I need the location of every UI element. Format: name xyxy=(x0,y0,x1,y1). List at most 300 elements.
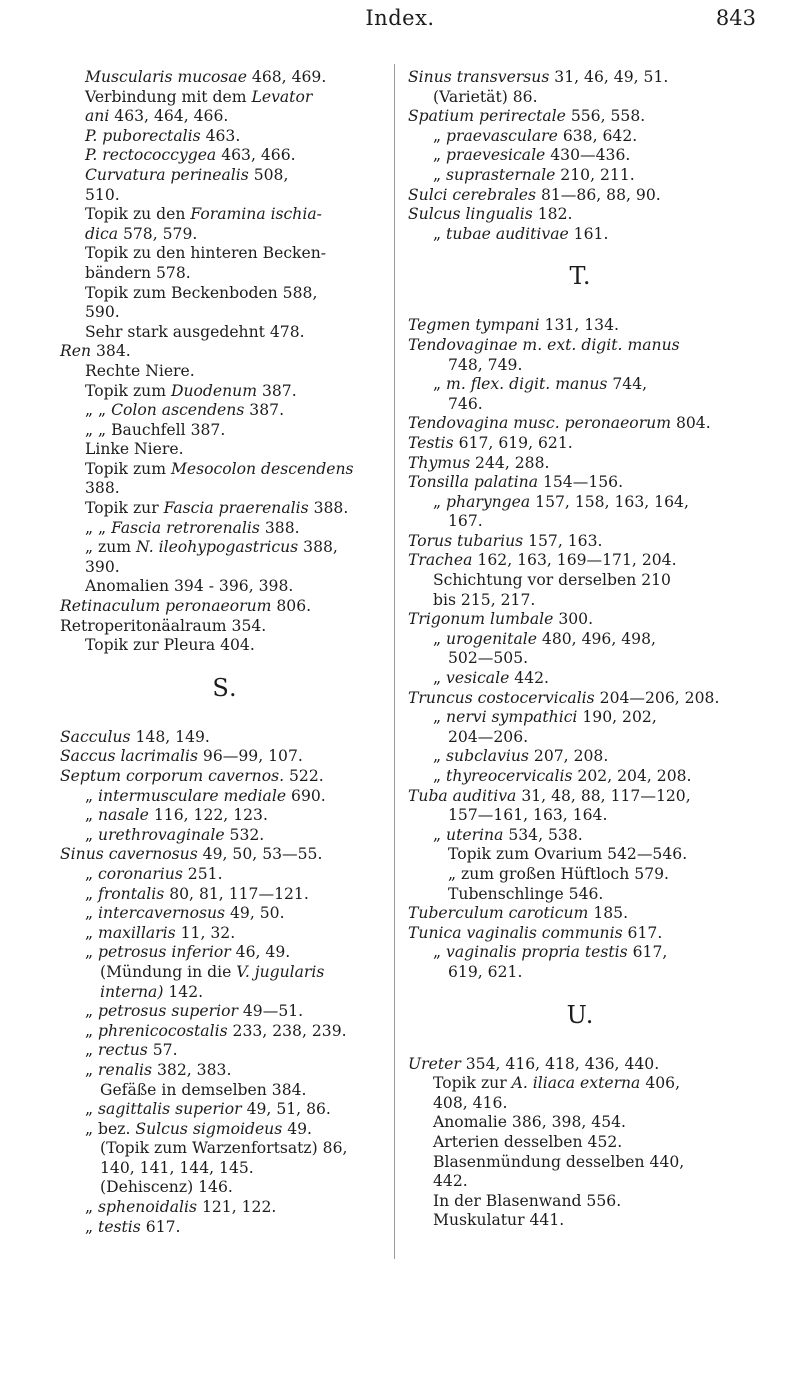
index-entry xyxy=(60,943,390,963)
index-entry xyxy=(408,473,753,493)
index-text: 11, 32. xyxy=(175,923,236,942)
index-term: renalis xyxy=(98,1060,153,1079)
index-term: petrosus superior xyxy=(98,1002,238,1021)
index-text: „ xyxy=(85,923,99,942)
index-text: 617, 619, 621. xyxy=(453,433,573,452)
index-entry xyxy=(60,460,390,480)
index-text: 142. xyxy=(163,982,204,1001)
index-entry xyxy=(60,865,390,885)
index-text: 31, 46, 49, 51. xyxy=(549,68,669,86)
index-entry xyxy=(60,1178,390,1198)
index-term: Duodenum xyxy=(170,381,257,400)
index-text: 463, 464, 466. xyxy=(109,107,229,126)
index-text: Schichtung vor derselben 210 xyxy=(433,571,671,590)
index-text: (Dehiscenz) 146. xyxy=(100,1178,233,1197)
index-entry xyxy=(408,885,753,905)
index-text: 510. xyxy=(85,185,120,204)
index-text: 384. xyxy=(91,342,131,361)
index-entry xyxy=(408,146,753,166)
index-text: Gefäße in demselben 384. xyxy=(100,1080,307,1099)
index-text: 388. xyxy=(85,479,120,498)
index-text: „ xyxy=(85,1198,99,1217)
index-entry xyxy=(408,669,753,689)
index-entry xyxy=(60,323,390,343)
index-text: 140, 141, 144, 145. xyxy=(100,1158,254,1177)
index-text: „ xyxy=(85,1060,99,1079)
index-term: Sulcus sigmoideus xyxy=(135,1119,283,1138)
index-text: 300. xyxy=(553,610,594,629)
index-term: Trigonum lumbale xyxy=(408,610,554,629)
index-entry xyxy=(408,493,753,513)
index-term: ani xyxy=(85,107,110,126)
index-text: „ xyxy=(85,1021,99,1040)
index-text: 430—436. xyxy=(545,146,631,165)
index-entry xyxy=(60,264,390,284)
index-entry xyxy=(60,1139,390,1159)
index-text: 49. xyxy=(282,1119,312,1138)
index-entry xyxy=(408,610,753,630)
column-divider xyxy=(394,64,395,1259)
index-entry xyxy=(408,127,753,147)
index-entry xyxy=(60,636,390,656)
index-term: Septum corporum cavernos. xyxy=(60,767,285,785)
index-term: Sacculus xyxy=(60,727,131,746)
index-entry xyxy=(408,689,753,709)
index-text: 522. xyxy=(284,767,324,785)
index-entry xyxy=(60,284,390,304)
index-term: Torus tubarius xyxy=(408,531,524,550)
index-term: Tegmen tympani xyxy=(408,316,540,335)
index-term: interna) xyxy=(100,982,164,1001)
index-entry xyxy=(60,303,390,323)
index-term: vaginalis propria testis xyxy=(446,943,628,962)
index-text: 468, 469. xyxy=(246,68,327,86)
index-entry xyxy=(408,414,753,434)
index-text: 233, 238, 239. xyxy=(227,1021,347,1040)
index-entry xyxy=(60,924,390,944)
index-term: Sulcus lingualis xyxy=(408,205,533,224)
index-term: Colon ascendens xyxy=(111,401,245,420)
index-term: Tonsilla palatina xyxy=(408,473,538,492)
index-term: thyreocervicalis xyxy=(446,767,573,785)
section-letter: U. xyxy=(566,1000,595,1029)
index-text: Retroperitonäalraum 354. xyxy=(60,616,267,635)
index-term: testis xyxy=(98,1217,141,1236)
index-text: bis 215, 217. xyxy=(433,590,536,609)
index-entry xyxy=(60,1061,390,1081)
index-text: „ zum großen Hüftloch 579. xyxy=(448,864,670,883)
index-term: rectus xyxy=(98,1041,148,1060)
index-text: Topik zum xyxy=(85,459,171,478)
index-entry xyxy=(60,186,390,206)
index-entry xyxy=(60,1041,390,1061)
index-term: praevesicale xyxy=(446,146,546,165)
index-text: 442. xyxy=(433,1172,468,1191)
index-term: Tuberculum caroticum xyxy=(408,904,589,923)
index-entry xyxy=(408,728,753,748)
index-entry xyxy=(408,205,753,225)
index-column-right xyxy=(408,68,753,1231)
index-entry xyxy=(60,983,390,1003)
index-text: „ xyxy=(433,825,447,844)
index-entry xyxy=(60,1120,390,1140)
index-entry xyxy=(408,865,753,885)
index-text: 390. xyxy=(85,557,120,576)
index-entry xyxy=(60,499,390,519)
index-term: uterina xyxy=(446,825,504,844)
index-term: Truncus costocervicalis xyxy=(408,688,595,707)
index-entry xyxy=(60,1100,390,1120)
index-text: 154—156. xyxy=(538,473,624,492)
index-text: Sehr stark ausgedehnt 478. xyxy=(85,322,305,341)
index-term: Muscularis mucosae xyxy=(85,68,247,86)
index-term: vesicale xyxy=(446,669,510,688)
index-entry xyxy=(408,1074,753,1094)
index-entry xyxy=(60,68,390,88)
index-text: „ xyxy=(85,806,99,825)
index-text: 49, 51, 86. xyxy=(241,1100,331,1119)
index-text: Topik zu den hinteren Becken- xyxy=(85,244,327,263)
index-text: 534, 538. xyxy=(503,825,583,844)
index-entry xyxy=(408,591,753,611)
index-text: Topik zum Beckenboden 588, xyxy=(85,283,318,302)
index-term: nasale xyxy=(98,806,149,825)
index-term: intercavernosus xyxy=(98,904,226,923)
index-text: 244, 288. xyxy=(470,453,550,472)
index-text: 251. xyxy=(182,864,223,883)
index-text: „ xyxy=(433,747,447,766)
index-text: „ xyxy=(85,786,99,805)
index-text: 148, 149. xyxy=(130,727,210,746)
index-text: Topik zur xyxy=(433,1074,512,1093)
index-entry xyxy=(408,826,753,846)
index-text: 96—99, 107. xyxy=(197,747,303,766)
index-text: Anomalie 386, 398, 454. xyxy=(433,1113,627,1132)
index-entry xyxy=(408,1113,753,1133)
index-entry xyxy=(408,166,753,186)
index-entry xyxy=(60,244,390,264)
index-text: 157—161, 163, 164. xyxy=(448,806,608,825)
index-term: Sinus cavernosus xyxy=(60,845,198,864)
index-term: Tendovaginae m. ext. digit. manus xyxy=(408,335,680,354)
section-letter: T. xyxy=(569,262,592,291)
index-term: Sulci cerebrales xyxy=(408,185,536,204)
index-term: N. ileohypogastricus xyxy=(136,538,299,557)
index-entry xyxy=(60,1159,390,1179)
index-entry xyxy=(408,88,753,108)
index-term: Ren xyxy=(60,342,92,361)
index-text: „ xyxy=(85,943,99,962)
index-text: „ xyxy=(433,669,447,688)
index-text: 502—505. xyxy=(448,649,529,668)
index-entry xyxy=(408,571,753,591)
index-term: coronarius xyxy=(98,864,183,883)
index-text: 463, 466. xyxy=(216,146,296,165)
index-entry xyxy=(408,963,753,983)
index-term: Trachea xyxy=(408,551,473,570)
index-text: „ xyxy=(85,1002,99,1021)
index-text: Tubenschlinge 546. xyxy=(448,884,604,903)
index-text: 556, 558. xyxy=(565,107,646,126)
index-term: Ureter xyxy=(408,1054,461,1073)
index-term: sagittalis superior xyxy=(98,1100,242,1119)
index-text: „ xyxy=(433,224,447,243)
index-entry xyxy=(60,1218,390,1238)
index-text: 354, 416, 418, 436, 440. xyxy=(460,1054,660,1073)
index-term: dica xyxy=(85,224,118,243)
index-entry xyxy=(60,1022,390,1042)
index-entry xyxy=(60,1002,390,1022)
index-text: Blasenmündung desselben 440, xyxy=(433,1152,685,1171)
index-text: 806. xyxy=(271,597,312,616)
index-entry xyxy=(60,617,390,637)
index-text: (Topik zum Warzenfortsatz) 86, xyxy=(100,1139,348,1158)
index-text: 157, 163. xyxy=(523,531,603,550)
index-text: „ „ Bauchfell 387. xyxy=(85,420,226,439)
index-text: 190, 202, xyxy=(577,708,657,727)
index-text: 210, 211. xyxy=(555,165,635,184)
index-term: praevasculare xyxy=(446,126,558,145)
index-entry xyxy=(408,904,753,924)
index-text: Arterien desselben 452. xyxy=(433,1132,623,1151)
index-entry xyxy=(60,728,390,748)
index-text: „ xyxy=(433,943,447,962)
index-text: 617, xyxy=(627,943,668,962)
index-text: 387. xyxy=(244,401,285,420)
index-entry xyxy=(408,336,753,356)
index-text: „ „ xyxy=(85,518,112,537)
index-entry xyxy=(60,146,390,166)
index-text: 578, 579. xyxy=(118,224,198,243)
index-text: 617. xyxy=(622,923,663,942)
index-text: 746. xyxy=(448,394,483,413)
index-entry xyxy=(408,943,753,963)
index-term: Curvatura perinealis xyxy=(85,165,249,184)
index-entry xyxy=(408,649,753,669)
index-text: 185. xyxy=(588,904,629,923)
index-text: 480, 496, 498, xyxy=(536,629,656,648)
index-text: 207, 208. xyxy=(528,747,609,766)
index-text: „ xyxy=(433,492,447,511)
index-entry xyxy=(60,747,390,767)
index-text: 508, xyxy=(248,165,289,184)
index-entry xyxy=(60,904,390,924)
index-term: V. jugularis xyxy=(236,962,325,981)
index-text: bändern 578. xyxy=(85,263,191,282)
index-text: „ xyxy=(85,1041,99,1060)
index-text: „ „ xyxy=(85,401,112,420)
index-entry xyxy=(408,434,753,454)
index-text: „ xyxy=(433,629,447,648)
index-text: 31, 48, 88, 117—120, xyxy=(516,786,691,805)
index-text: 442. xyxy=(509,669,550,688)
index-term: nervi sympathici xyxy=(446,708,578,727)
index-entry xyxy=(408,107,753,127)
index-entry xyxy=(408,924,753,944)
index-entry xyxy=(408,1153,753,1173)
index-term: Sinus transversus xyxy=(408,68,550,86)
index-text: Muskulatur 441. xyxy=(433,1211,565,1230)
index-entry xyxy=(408,787,753,807)
index-text: 116, 122, 123. xyxy=(148,806,268,825)
index-text: 49, 50, 53—55. xyxy=(197,845,323,864)
index-entry xyxy=(408,767,753,787)
index-text: „ xyxy=(433,708,447,727)
index-entry xyxy=(60,342,390,362)
index-text: 388. xyxy=(259,518,300,537)
index-entry xyxy=(60,401,390,421)
index-term: frontalis xyxy=(98,884,165,903)
index-term: Fascia praerenalis xyxy=(163,499,309,518)
index-text: 408, 416. xyxy=(433,1093,508,1112)
index-entry xyxy=(408,747,753,767)
index-entry xyxy=(60,440,390,460)
index-entry xyxy=(60,963,390,983)
index-entry xyxy=(408,395,753,415)
index-text: 57. xyxy=(147,1041,178,1060)
index-term: m. flex. digit. manus xyxy=(446,375,608,394)
index-text: „ xyxy=(85,864,99,883)
index-text: 532. xyxy=(224,825,265,844)
index-text: „ xyxy=(433,165,447,184)
index-entry xyxy=(60,225,390,245)
index-term: Saccus lacrimalis xyxy=(60,747,198,766)
index-entry xyxy=(60,205,390,225)
page-number: 843 xyxy=(715,6,756,30)
index-term: Mesocolon descendens xyxy=(170,459,354,478)
index-entry xyxy=(408,316,753,336)
index-entry xyxy=(60,885,390,905)
index-entry xyxy=(408,532,753,552)
index-text: 638, 642. xyxy=(557,126,638,145)
index-text: (Varietät) 86. xyxy=(433,87,538,106)
index-entry xyxy=(408,1192,753,1212)
index-text: „ xyxy=(433,375,447,394)
index-text: 167. xyxy=(448,512,483,531)
index-entry xyxy=(60,826,390,846)
index-entry xyxy=(408,454,753,474)
index-entry xyxy=(60,538,390,558)
index-term: tubae auditivae xyxy=(446,224,569,243)
index-text: 804. xyxy=(670,414,711,433)
index-text: „ xyxy=(85,825,99,844)
index-entry xyxy=(60,558,390,578)
index-text: 131, 134. xyxy=(539,316,619,335)
index-term: Tunica vaginalis communis xyxy=(408,923,623,942)
index-text: Topik zum Ovarium 542—546. xyxy=(448,845,688,864)
index-entry xyxy=(408,186,753,206)
index-text: Topik zur xyxy=(85,499,164,518)
index-entry xyxy=(60,787,390,807)
index-entry xyxy=(60,1081,390,1101)
index-text: 382, 383. xyxy=(152,1060,232,1079)
index-entry xyxy=(408,512,753,532)
index-text: 182. xyxy=(532,205,573,224)
index-text: „ xyxy=(433,767,447,785)
index-entry xyxy=(408,1094,753,1114)
index-text: 202, 204, 208. xyxy=(572,767,692,785)
index-text: Topik zur Pleura 404. xyxy=(85,636,255,655)
index-entry xyxy=(408,1211,753,1231)
index-term: Tendovagina musc. peronaeorum xyxy=(408,414,671,433)
index-entry xyxy=(60,806,390,826)
index-text: 744, xyxy=(607,375,648,394)
index-term: Foramina ischia- xyxy=(190,205,322,224)
index-text: Topik zu den xyxy=(85,205,191,224)
index-text: Topik zum xyxy=(85,381,171,400)
index-entry xyxy=(408,356,753,376)
index-term: Retinaculum peronaeorum xyxy=(60,597,272,616)
index-term: pharyngea xyxy=(446,492,531,511)
index-text: 80, 81, 117—121. xyxy=(164,884,309,903)
index-term: A. iliaca externa xyxy=(511,1074,641,1093)
index-entry xyxy=(60,597,390,617)
index-text: In der Blasenwand 556. xyxy=(433,1191,622,1210)
index-text: 49, 50. xyxy=(225,904,285,923)
index-column-left xyxy=(60,68,390,1237)
index-entry xyxy=(60,577,390,597)
index-text: 157, 158, 163, 164, xyxy=(530,492,689,511)
index-entry xyxy=(408,806,753,826)
index-entry xyxy=(408,225,753,245)
index-text: 49—51. xyxy=(237,1002,304,1021)
index-entry xyxy=(408,68,753,88)
index-text: 590. xyxy=(85,303,120,322)
index-term: maxillaris xyxy=(98,923,176,942)
index-text: (Mündung in die xyxy=(100,962,237,981)
index-term: Spatium perirectale xyxy=(408,107,566,126)
index-entry xyxy=(60,845,390,865)
index-text: „ xyxy=(85,904,99,923)
index-term: sphenoidalis xyxy=(98,1198,197,1217)
index-text: 463. xyxy=(200,126,241,145)
index-term: petrosus inferior xyxy=(98,943,231,962)
index-text: „ xyxy=(85,884,99,903)
index-term: Thymus xyxy=(408,453,471,472)
index-text: 387. xyxy=(257,381,297,400)
index-term: Testis xyxy=(408,433,454,452)
index-entry xyxy=(408,551,753,571)
index-entry xyxy=(408,630,753,650)
index-entry xyxy=(60,519,390,539)
index-text: „ zum xyxy=(85,538,137,557)
index-text: 388. xyxy=(308,499,349,518)
index-text: 406, xyxy=(640,1074,681,1093)
index-entry xyxy=(408,1133,753,1153)
index-text: Verbindung mit dem xyxy=(85,87,252,106)
index-entry xyxy=(408,708,753,728)
index-entry xyxy=(408,375,753,395)
index-term: P. rectococcygea xyxy=(85,146,217,165)
index-text: 619, 621. xyxy=(448,962,523,981)
index-text: 46, 49. xyxy=(230,943,291,962)
index-text: 204—206. xyxy=(448,727,529,746)
index-entry xyxy=(408,1172,753,1192)
index-entry xyxy=(60,107,390,127)
index-entry xyxy=(60,166,390,186)
index-text: 121, 122. xyxy=(196,1198,277,1217)
index-term: urethrovaginale xyxy=(98,825,225,844)
index-entry xyxy=(60,127,390,147)
index-text: „ xyxy=(433,126,447,145)
index-text: 162, 163, 169—171, 204. xyxy=(472,551,677,570)
index-entry xyxy=(60,1198,390,1218)
index-text: 617. xyxy=(140,1217,181,1236)
index-entry xyxy=(60,88,390,108)
index-text: 690. xyxy=(286,786,326,805)
index-term: Tuba auditiva xyxy=(408,786,517,805)
index-text: Rechte Niere. xyxy=(85,361,195,380)
